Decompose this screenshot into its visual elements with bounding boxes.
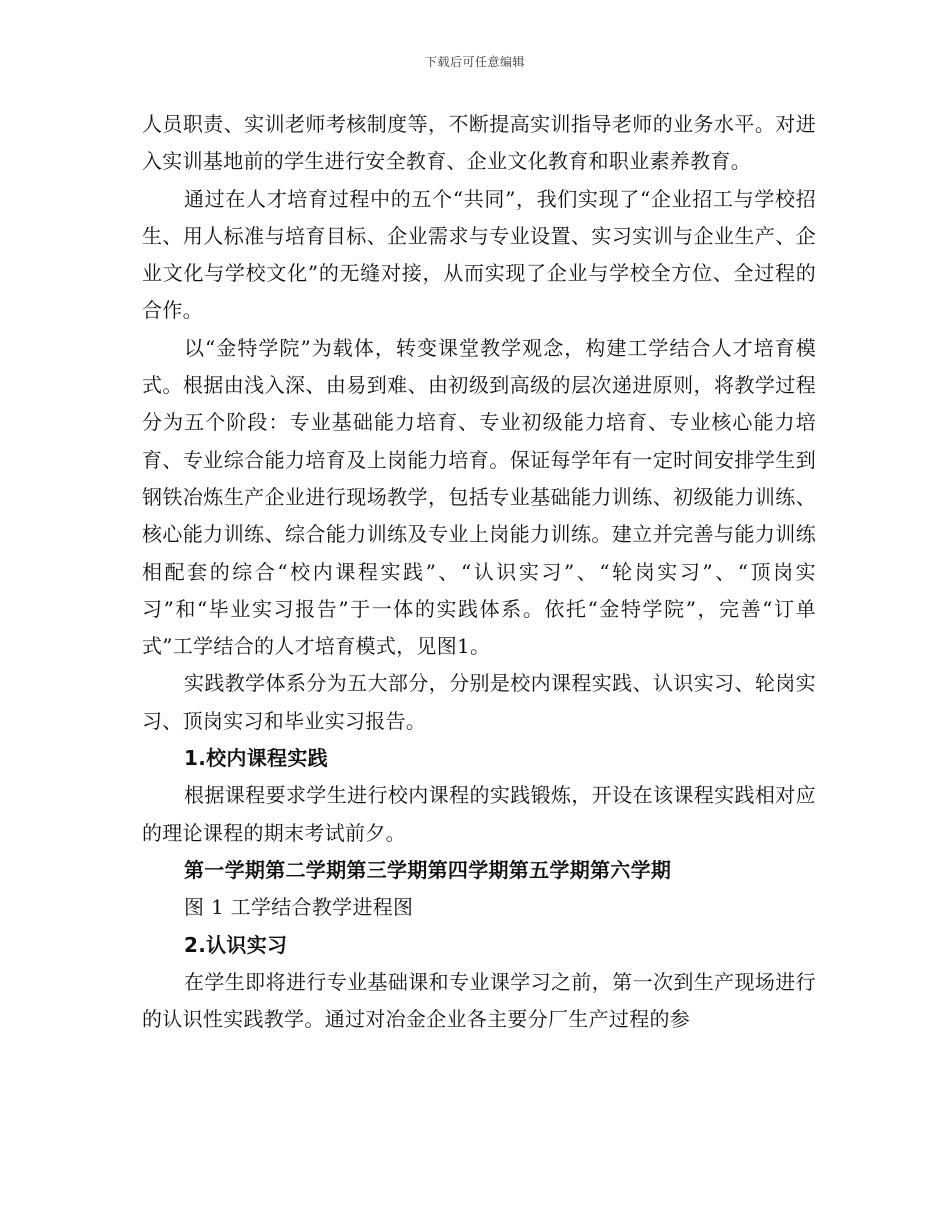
paragraph-jinte-college: 以“金特学院”为载体，转变课堂教学观念，构建工学结合人才培育模式。根据由浅入深、由易到难、由初级到高级的层次递进原则，将教学过程分为五个阶段：专业基础能力培育、专业初级能力培育、专业核心能力培育、专业综合能力培育及上岗能力培育。保证每学年有一定时间安排学生到钢铁冶炼生产企业进行现场教学，包括专业基础能力训练、初级能力训练、核心能力训练、综合能力训练及专业上岗能力训练。建立并完善与能力训练相配套的综合“校内课程实践”、“认识实习”、“轮岗实习”、“顶岗实习”和“毕业实习报告”于一体的实践体系。依托“金特学院”，完善“订单式”工学结合的人才培育模式，见图1。 <box>142 335 816 659</box>
figure-caption: 图 1 工学结合教学进程图 <box>184 895 414 920</box>
paragraph-practice-system: 实践教学体系分为五大部分，分别是校内课程实践、认识实习、轮岗实习、顶岗实习和毕业实习报告。 <box>142 671 816 733</box>
document-body <box>142 106 816 1038</box>
paragraph-staff-duties: 人员职责、实训老师考核制度等，不断提高实训指导老师的业务水平。对进入实训基地前的学生进行安全教育、企业文化教育和职业素养教育。 <box>142 112 816 174</box>
page-header: 下载后可任意编辑 <box>424 55 525 69</box>
figure-semester-row: 第一学期第二学期第三学期第四学期第五学期第六学期 <box>184 857 672 882</box>
paragraph-cognition-internship: 在学生即将进行专业基础课和专业课学习之前，第一次到生产现场进行的认识性实践教学。通过对冶金企业各主要分厂生产过程的参 <box>142 969 816 1032</box>
paragraph-five-common: 通过在人才培育过程中的五个“共同”，我们实现了“企业招工与学校招生、用人标准与培育目标、企业需求与专业设置、实习实训与企业生产、企业文化与学校文化”的无缝对接，从而实现了企业与学校全方位、全过程的合作。 <box>142 186 816 323</box>
section-heading-cognition-internship: 2.认识实习 <box>184 932 288 957</box>
paragraph-campus-practice: 根据课程要求学生进行校内课程的实践锻炼，开设在该课程实践相对应的理论课程的期末考试前夕。 <box>142 783 816 845</box>
section-heading-campus-practice: 1.校内课程实践 <box>184 746 328 771</box>
